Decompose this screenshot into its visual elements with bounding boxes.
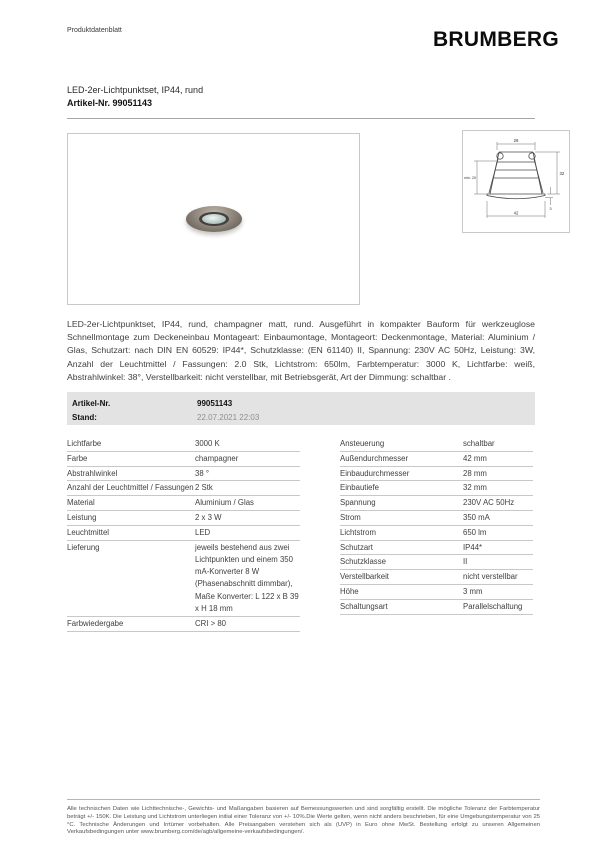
info-bar [67, 392, 535, 425]
spec-label: Schaltungsart [340, 601, 388, 611]
specs-table-left [67, 437, 300, 632]
dim-label-bottom: 42 [513, 210, 519, 216]
spec-value: champagner [195, 453, 239, 463]
spec-row [340, 452, 533, 467]
spec-row [67, 526, 300, 541]
dim-label-flange: 3 [549, 206, 552, 211]
dim-label-right: 32 [559, 171, 565, 176]
dimension-drawing [463, 131, 569, 232]
spec-row [67, 452, 300, 467]
article-label: Artikel-Nr. [72, 399, 111, 408]
spec-row [340, 496, 533, 511]
title-block [67, 84, 203, 110]
spec-row [340, 585, 533, 600]
spec-label: Einbaudurchmesser [340, 468, 410, 478]
footer-legal-text: Alle technischen Daten wie Lichttechnische-, Gewichts- und Maßangaben basieren auf Bemessungswerten und sind sorgfältig erstellt. Die mögliche Toleranz der Farbtemperatur beträgt +/- 150K. Die Leistung und Lichtstrom unterliegen initial einer Toleranz von +/- 10%.Die Werte gelten, wenn nicht anders beschrieben, für eine Umgebungstemperatur von 25 °C. Technische Änderungen und Irrtümer vorbehalten. Alle Preisangaben verstehen sich als (UVP) in Euro ohne MwSt. Bestellung erfolgt zu unseren Allgemeinen Verkaufsbedingungen unter www.brumberg.com/de/agb/allgemeine-verkaufsbedingungen/. [67, 806, 540, 836]
spec-label: Lichtfarbe [67, 439, 102, 448]
footer-divider [67, 799, 540, 800]
spec-label: Lieferung [67, 542, 100, 552]
spec-value: CRI > 80 [195, 618, 226, 628]
spec-label: Ansteuerung [340, 439, 385, 448]
article-value: 99051143 [197, 399, 233, 408]
spec-value: nicht verstellbar [463, 572, 518, 582]
spec-label: Schutzart [340, 542, 373, 552]
spec-row [340, 526, 533, 541]
spec-row [67, 511, 300, 526]
stand-label: Stand: [72, 412, 97, 422]
spec-label: Leistung [67, 512, 97, 522]
spec-row [67, 617, 300, 632]
spec-label: Leuchtmittel [67, 527, 110, 537]
spec-row [67, 496, 300, 511]
stand-row [72, 411, 535, 425]
doc-type-label: Produktdatenblatt [67, 27, 122, 34]
product-photo-box [67, 133, 360, 305]
article-number-title: Artikel-Nr. 99051143 [67, 98, 153, 108]
spec-label: Farbwiedergabe [67, 618, 124, 628]
spec-row [67, 467, 300, 482]
dimension-drawing-box [462, 130, 570, 233]
spec-value: II [463, 557, 468, 567]
spec-label: Anzahl der Leuchtmittel / Fassungen [67, 483, 194, 493]
spec-row [340, 541, 533, 556]
spec-value: 2 x 3 W [195, 512, 222, 522]
product-photo [186, 206, 242, 232]
spec-value: Parallelschaltung [463, 601, 523, 611]
spec-row [67, 481, 300, 496]
spec-value: 650 lm [463, 527, 487, 537]
spec-value: jeweils bestehend aus zwei Lichtpunkten und einem 350 mA-Konverter 8 W (Phasenabschnitt dimmbar), Maße Konverter: L 122 x B 39 x H 18 mm [195, 542, 299, 614]
spec-row [340, 481, 533, 496]
spec-value: 3 mm [463, 586, 483, 596]
spec-label: Einbautiefe [340, 483, 380, 493]
spec-label: Außendurchmesser [340, 453, 409, 463]
stand-value: 22.07.2021 22:03 [197, 412, 260, 422]
spec-row [340, 570, 533, 585]
spec-row [67, 437, 300, 452]
spec-row [340, 437, 533, 452]
spec-value: 230V AC 50Hz [463, 498, 515, 508]
spec-label: Verstellbarkeit [340, 572, 389, 582]
spec-label: Material [67, 498, 95, 508]
spec-row [67, 541, 300, 617]
spec-label: Höhe [340, 586, 359, 596]
spec-value: 3000 K [195, 439, 220, 448]
spec-value: LED [195, 527, 211, 537]
spec-value: 32 mm [463, 483, 487, 493]
spec-value: 2 Stk [195, 483, 213, 493]
spec-value: Aluminium / Glas [195, 498, 254, 508]
spec-value: 28 mm [463, 468, 487, 478]
spec-row [340, 600, 533, 615]
dim-label-left: min. 20 [464, 176, 476, 180]
dim-label-top: 28 [513, 138, 519, 143]
spec-label: Lichtstrom [340, 527, 376, 537]
specs-table-right [340, 437, 533, 615]
brand-logo: BRUMBERG [432, 28, 559, 51]
spec-value: 350 mA [463, 512, 490, 522]
product-description: LED-2er-Lichtpunktset, IP44, rund, champagner matt, rund. Ausgeführt in kompakter Bauform für werkzeuglose Schnellmontage zum Deckeneinbau Montageart: Einbaumontage, Montageort: Deckenmontage, Material: Aluminium / Glas, Schutzart: nach DIN EN 60529: IP44*, Schutzklasse: (EN 61140) II, Spannung: 230V AC 50Hz, Leistung: 3W, Anzahl der Leuchtmittel / Fassungen: 2.0 Stk, Lichtstrom: 650lm, Farbtemperatur: 3000 K, Lichtfarbe: weiß, Abstrahlwinkel: 38°, Verstellbarkeit: nicht verstellbar, mit Betriebsgerät, Art der Dimmung: schaltbar . [67, 319, 535, 382]
spec-value: IP44* [463, 542, 483, 552]
spec-label: Strom [340, 512, 361, 522]
spec-label: Farbe [67, 453, 88, 463]
spec-row [340, 511, 533, 526]
spec-value: schaltbar [463, 439, 495, 448]
spec-row [340, 555, 533, 570]
lamp-glass-lens [202, 214, 226, 224]
spec-value: 38 ° [195, 468, 209, 478]
title-divider [67, 118, 535, 119]
spec-row [340, 467, 533, 482]
spec-value: 42 mm [463, 453, 487, 463]
product-title: LED-2er-Lichtpunktset, IP44, rund [67, 85, 204, 95]
spec-label: Spannung [340, 498, 376, 508]
article-row [72, 397, 535, 411]
spec-label: Abstrahlwinkel [67, 468, 118, 478]
spec-label: Schutzklasse [340, 557, 386, 567]
